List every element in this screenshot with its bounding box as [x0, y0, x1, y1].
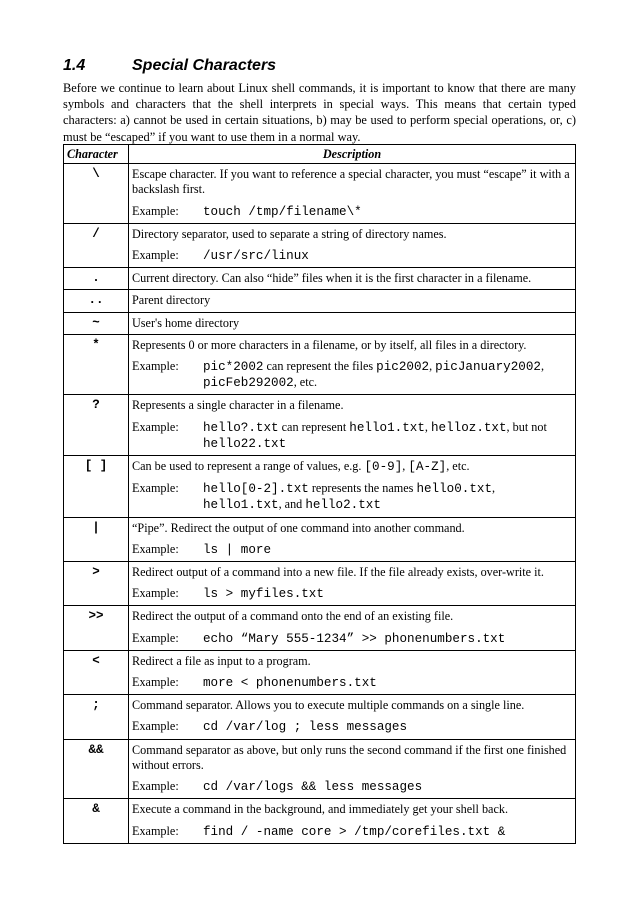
section-title: Special Characters: [132, 57, 277, 74]
code-fragment: [A-Z]: [408, 460, 447, 475]
example-line: [132, 631, 572, 647]
description-text: Redirect output of a command into a new file. If the file already exists, over-write it.: [132, 565, 544, 580]
table-body: [64, 164, 576, 844]
text-fragment: ,: [492, 481, 496, 496]
text-fragment: represents the names: [308, 481, 417, 496]
table-row: [64, 312, 576, 334]
example-line: [132, 481, 572, 513]
character-description-cell: [129, 223, 576, 267]
column-header-character: Character: [64, 145, 129, 164]
character-symbol: \: [64, 164, 129, 224]
character-description-cell: [129, 650, 576, 694]
character-symbol: ?: [64, 395, 129, 456]
code-fragment: more < phonenumbers.txt: [203, 676, 377, 691]
table-row: [64, 268, 576, 290]
example-label: Example:: [132, 248, 179, 263]
code-fragment: /usr/src/linux: [203, 249, 309, 264]
description-text: Represents a single character in a filename.: [132, 398, 344, 413]
example-line: [132, 542, 572, 558]
text-fragment: , but not: [506, 419, 547, 434]
character-description-cell: [129, 290, 576, 312]
code-fragment: ls | more: [203, 542, 272, 557]
table-row: [64, 799, 576, 843]
example-label: Example:: [132, 586, 179, 601]
character-description-cell: [129, 334, 576, 395]
text-fragment: , etc.: [446, 459, 470, 474]
character-description-cell: [129, 739, 576, 799]
description-text: Execute a command in the background, and immediately get your shell back.: [132, 802, 508, 817]
example-line: [132, 779, 572, 795]
character-symbol: |: [64, 517, 129, 561]
code-fragment: helloz.txt: [430, 420, 507, 435]
character-symbol: /: [64, 223, 129, 267]
table-row: [64, 606, 576, 650]
description-text: Escape character. If you want to reference a special character, you must “escape” it with a backslash first.: [132, 167, 570, 197]
character-symbol: .: [64, 268, 129, 290]
example-line: [132, 675, 572, 691]
table-row: [64, 456, 576, 518]
table-row: [64, 164, 576, 224]
description-text: Redirect the output of a command onto the end of an existing file.: [132, 609, 454, 624]
section-number: 1.4: [63, 57, 86, 74]
description-text: Command separator as above, but only runs the second command if the first one finished without errors.: [132, 742, 567, 772]
code-fragment: hello0.txt: [416, 482, 493, 497]
code-fragment: [0-9]: [364, 460, 403, 475]
description-text: Directory separator, used to separate a string of directory names.: [132, 226, 447, 241]
code-fragment: pic2002: [376, 360, 430, 375]
description-text: Current directory. Can also “hide” files when it is the first character in a filename.: [132, 271, 532, 286]
description-text: Parent directory: [132, 293, 211, 308]
character-symbol: &&: [64, 739, 129, 799]
text-fragment: ,: [540, 359, 545, 374]
text-fragment: can represent: [278, 419, 350, 434]
text-fragment: ,: [429, 359, 436, 374]
text-fragment: , etc.: [293, 375, 318, 390]
code-fragment: cd /var/logs && less messages: [203, 780, 423, 795]
character-symbol: *: [64, 334, 129, 395]
example-label: Example:: [132, 419, 179, 434]
character-symbol: >>: [64, 606, 129, 650]
example-line: [132, 719, 572, 735]
character-description-cell: [129, 562, 576, 606]
code-fragment: hello?.txt: [203, 420, 279, 435]
example-label: Example:: [132, 779, 179, 794]
code-fragment: hello[0-2].txt: [203, 482, 309, 497]
special-characters-table: [63, 144, 576, 844]
code-fragment: find / -name core > /tmp/corefiles.txt &: [203, 824, 506, 839]
character-symbol: [ ]: [64, 456, 129, 518]
description-text: Redirect a file as input to a program.: [132, 653, 311, 668]
character-description-cell: [129, 268, 576, 290]
character-symbol: ~: [64, 312, 129, 334]
example-label: Example:: [132, 675, 179, 690]
character-description-cell: [129, 395, 576, 456]
character-description-cell: [129, 606, 576, 650]
table-row: [64, 290, 576, 312]
table-row: [64, 562, 576, 606]
character-description-cell: [129, 695, 576, 739]
table-row: [64, 395, 576, 456]
text-fragment: , and: [278, 497, 306, 512]
example-label: Example:: [132, 481, 179, 496]
table-row: [64, 334, 576, 395]
character-description-cell: [129, 456, 576, 518]
text-fragment: ,: [402, 459, 409, 474]
character-symbol: ;: [64, 695, 129, 739]
intro-paragraph: Before we continue to learn about Linux shell commands, it is important to know that there are many symbols and characters that the shell interprets in special ways. This means that certain typed characters: a) cannot be used in certain situations, b) may be used to perform special operations, or, c) must be “escaped” if you want to use them in a normal way.: [63, 81, 576, 144]
code-fragment: echo “Mary 555-1234” >> phonenumbers.txt: [203, 631, 506, 646]
description-text: Command separator. Allows you to execute multiple commands on a single line.: [132, 698, 525, 713]
example-line: [132, 824, 572, 840]
code-fragment: picFeb292002: [203, 376, 294, 391]
code-fragment: ls > myfiles.txt: [203, 587, 324, 602]
example-line: [132, 359, 572, 391]
example-line: [132, 586, 572, 602]
example-label: Example:: [132, 630, 179, 645]
code-fragment: hello1.txt: [349, 420, 425, 435]
example-label: Example:: [132, 541, 179, 556]
section-heading: [63, 57, 583, 75]
character-description-cell: [129, 312, 576, 334]
code-fragment: hello22.txt: [203, 436, 287, 451]
character-symbol: ..: [64, 290, 129, 312]
table-row: [64, 517, 576, 561]
table-row: [64, 650, 576, 694]
table-row: [64, 223, 576, 267]
description-text: User's home directory: [132, 315, 240, 330]
example-line: [132, 204, 572, 220]
code-fragment: hello1.txt: [203, 498, 279, 513]
description-text: Represents 0 or more characters in a filename, or by itself, all files in a directory.: [132, 337, 527, 352]
example-label: Example:: [132, 719, 179, 734]
character-description-cell: [129, 164, 576, 224]
table-row: [64, 739, 576, 799]
example-label: Example:: [132, 823, 179, 838]
column-header-description: Description: [129, 145, 576, 164]
code-fragment: hello2.txt: [305, 498, 381, 513]
description-text: “Pipe”. Redirect the output of one command into another command.: [132, 520, 465, 535]
example-line: [132, 420, 572, 452]
text-fragment: can represent the files: [263, 359, 377, 374]
character-symbol: >: [64, 562, 129, 606]
code-fragment: touch /tmp/filename\*: [203, 204, 362, 219]
text-fragment: Can be used to represent a range of values, e.g.: [132, 459, 365, 474]
character-symbol: &: [64, 799, 129, 843]
example-label: Example:: [132, 359, 179, 374]
character-symbol: <: [64, 650, 129, 694]
example-line: [132, 248, 572, 264]
code-fragment: cd /var/log ; less messages: [203, 720, 408, 735]
text-fragment: ,: [424, 419, 431, 434]
description-text: [132, 459, 572, 475]
example-label: Example:: [132, 203, 179, 218]
code-fragment: pic*2002: [203, 360, 264, 375]
table-header-row: [64, 145, 576, 164]
table-row: [64, 695, 576, 739]
character-description-cell: [129, 517, 576, 561]
character-description-cell: [129, 799, 576, 843]
code-fragment: picJanuary2002: [435, 360, 541, 375]
